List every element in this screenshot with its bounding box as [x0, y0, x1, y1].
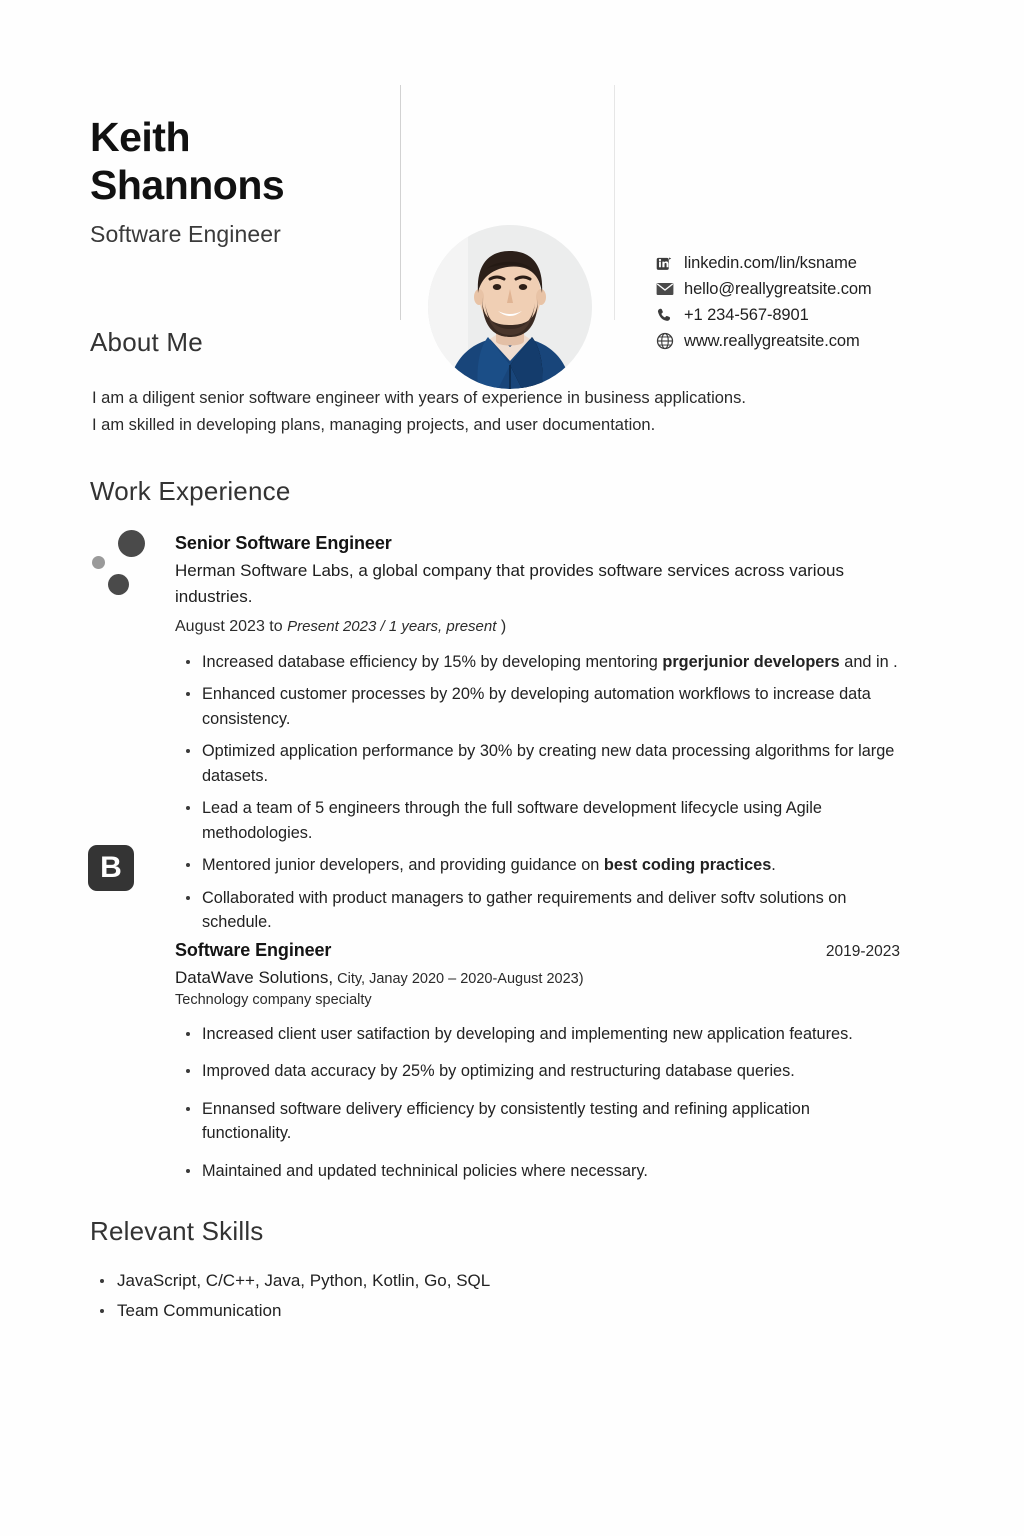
section-title-about: About Me	[90, 327, 203, 357]
last-name: Shannons	[90, 162, 285, 209]
job-header	[175, 533, 900, 554]
contact-item-email[interactable]	[655, 277, 872, 301]
dot-large-icon	[118, 530, 145, 557]
list-item: JavaScript, C/C++, Java, Python, Kotlin, Go, SQL	[117, 1268, 490, 1294]
job-company-name: Herman Software Labs	[175, 561, 349, 580]
about-line-2: I am skilled in developing plans, managing projects, and user documentation.	[92, 415, 656, 434]
name-block	[90, 113, 390, 248]
job-company-name: DataWave Solutions,	[175, 968, 334, 987]
page-title: Software Engineer	[90, 220, 281, 247]
list-item	[202, 650, 900, 674]
avatar	[428, 225, 592, 389]
list-item	[202, 1159, 900, 1183]
list-item	[202, 682, 900, 731]
job-dateline-post: )	[496, 618, 507, 635]
job-entry	[175, 533, 900, 942]
bullet-text: Enhanced customer processes by 20% by developing automation workflows to increase data consistency.	[202, 685, 871, 728]
list-item: Team Communication	[117, 1298, 490, 1324]
job-company	[175, 965, 900, 991]
bullet-bold: prgerjunior developers	[662, 653, 840, 671]
job-specialty: Technology company specialty	[175, 991, 372, 1008]
bullet-text-post: .	[771, 856, 776, 875]
job-role: Senior Software Engineer	[175, 533, 392, 553]
portrait-photo	[428, 225, 592, 389]
email-icon	[655, 280, 674, 299]
bullet-text: Improved data accuracy by 25% by optimizing and restructuring database queries.	[202, 1062, 795, 1081]
job-company-desc: City, Janay 2020 – 2020-August 2023)	[333, 971, 584, 987]
job-role: Software Engineer	[175, 940, 332, 960]
linkedin-text: linkedin.com/lin/ksname	[684, 253, 857, 272]
list-item	[202, 796, 900, 845]
about-body	[92, 385, 892, 438]
bullet-text: Maintained and updated techninical policies where necessary.	[202, 1161, 648, 1180]
job-entry	[175, 940, 900, 1196]
company-logo-b: B	[88, 845, 134, 891]
contact-item-website[interactable]	[655, 329, 872, 353]
header-divider-right	[614, 85, 615, 320]
job-dates: 2019-2023	[825, 943, 900, 960]
job-dateline-italic: Present 2023 / 1 years, present	[287, 618, 497, 635]
linkedin-icon	[655, 254, 674, 273]
job-bullets	[175, 1022, 900, 1183]
list-item	[202, 1059, 900, 1083]
contact-item-linkedin[interactable]	[655, 251, 872, 275]
bullet-bold: best coding practices	[603, 856, 772, 875]
section-title-skills: Relevant Skills	[90, 1216, 264, 1246]
email-text: hello@reallygreatsite.com	[684, 279, 872, 298]
bullet-text: Increased client user satifaction by developing and implementing new application features.	[202, 1024, 853, 1043]
decorative-dots	[92, 530, 152, 600]
bullet-text: Mentored junior developers, and providing guidance on	[202, 856, 604, 875]
job-dateline-pre: August 2023 to	[175, 618, 288, 635]
header-divider-left	[400, 85, 401, 320]
contact-item-phone[interactable]	[655, 303, 872, 327]
dot-medium-icon	[108, 574, 129, 595]
phone-text: +1 234-567-8901	[684, 305, 809, 324]
job-company	[175, 558, 900, 609]
list-item	[202, 1097, 900, 1146]
bullet-text: Ennansed software delivery efficiency by consistently testing and refining application functionality.	[202, 1099, 810, 1143]
about-line-1: I am a diligent senior software engineer with years of experience in business applications.	[92, 389, 746, 407]
list-item	[202, 739, 900, 788]
list-item	[202, 886, 900, 935]
list-item	[202, 1022, 900, 1046]
bullet-text: Optimized application performance by 30% by creating new data processing algorithms for large datasets.	[202, 742, 895, 785]
section-title-work: Work Experience	[90, 476, 291, 506]
list-item	[202, 853, 900, 877]
contact-block	[655, 251, 872, 355]
skills-list	[117, 1268, 490, 1329]
dot-small-icon	[92, 556, 105, 569]
globe-icon	[655, 332, 674, 351]
first-name: Keith	[90, 114, 190, 160]
job-dateline	[175, 618, 900, 636]
website-text: www.reallygreatsite.com	[684, 331, 860, 350]
job-company-desc: , a global company that provides software services across various industries.	[175, 561, 844, 606]
bullet-text: Increased database efficiency by 15% by developing mentoring	[202, 653, 663, 671]
phone-icon	[655, 306, 674, 325]
bullet-text: Lead a team of 5 engineers through the full software development lifecycle using Agile methodologies.	[202, 799, 822, 842]
job-header	[175, 940, 900, 961]
bullet-text: Collaborated with product managers to gather requirements and deliver softv solutions on schedule.	[202, 888, 847, 931]
job-bullets	[175, 650, 900, 934]
bullet-text-post: and in .	[839, 653, 898, 671]
